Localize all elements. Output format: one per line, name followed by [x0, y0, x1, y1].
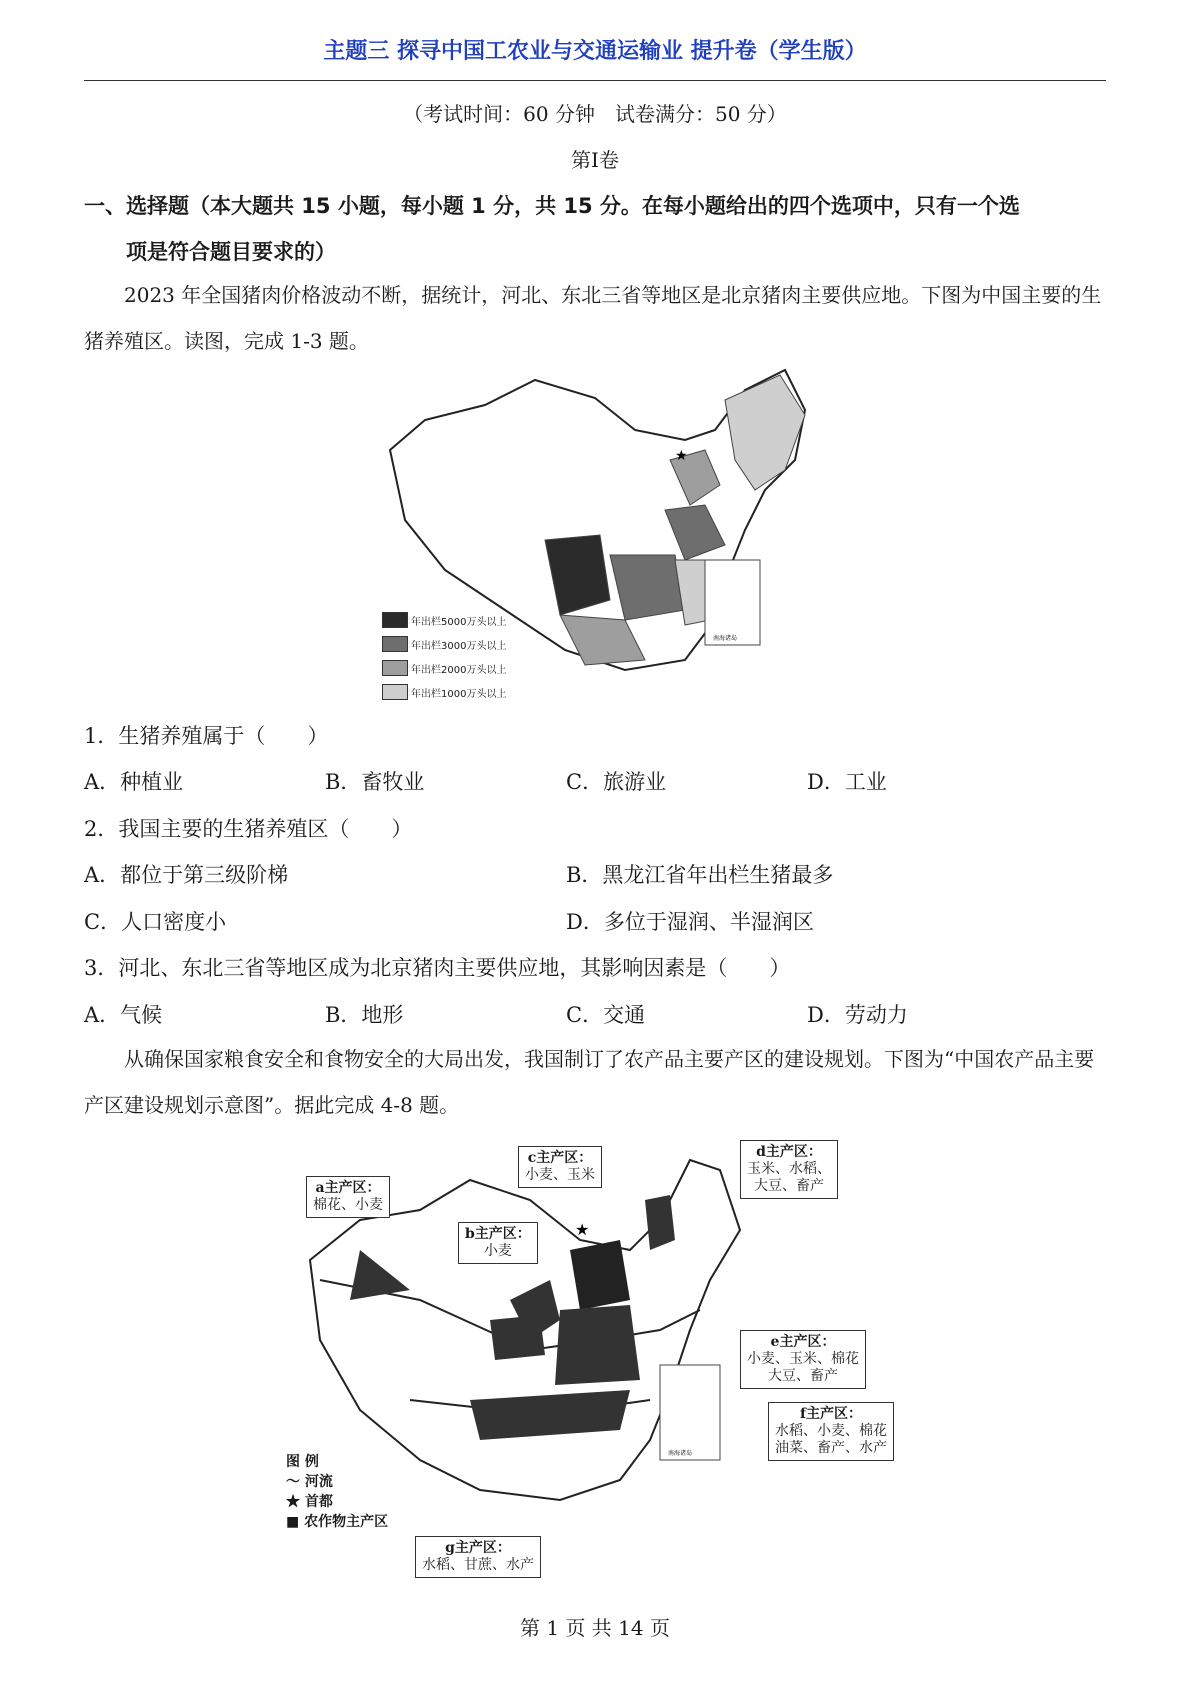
south-china-sea-inset-2 — [660, 1365, 720, 1460]
inset-label-2: 南海诸岛 — [668, 1450, 693, 1457]
q1-option-d[interactable]: D．工业 — [807, 770, 887, 794]
label-area-a — [306, 1176, 390, 1218]
area-f-crops-line1: 水稻、小麦、棉花 — [775, 1423, 887, 1439]
legend-label-3000: 年出栏3000万头以上 — [411, 640, 507, 652]
intro-paragraph-1: 2023 年全国猪肉价格波动不断，据统计，河北、东北三省等地区是北京猪肉主要供应地。下图为中国主要的生猪养殖区。读图，完成 1-3 题。 — [84, 283, 1102, 353]
section-heading-line1: 一、选择题（本大题共 15 小题，每小题 1 分，共 15 分。在每小题给出的四个选项中，只有一个选 — [84, 194, 1020, 218]
q3-option-c[interactable]: C．交通 — [566, 1003, 646, 1027]
area-f-title: f主产区： — [799, 1406, 863, 1422]
question-1-stem: 1．生猪养殖属于（ ） — [84, 724, 329, 748]
legend-capital-label: 首都 — [304, 1494, 333, 1510]
label-area-d — [740, 1140, 838, 1199]
area-b-crops: 小麦 — [483, 1243, 512, 1259]
south-china-sea-inset — [705, 560, 760, 645]
q2-option-c[interactable]: C．人口密度小 — [84, 910, 227, 934]
legend-swatch-5000 — [382, 612, 408, 628]
q3-option-a[interactable]: A．气候 — [84, 1003, 163, 1027]
area-f-shape — [555, 1305, 640, 1385]
area-e-crops-line1: 小麦、玉米、棉花 — [747, 1351, 859, 1367]
area-b-title: b主产区： — [465, 1226, 531, 1242]
area-d-title: d主产区： — [756, 1144, 822, 1160]
question-3-stem: 3．河北、东北三省等地区成为北京猪肉主要供应地，其影响因素是（ ） — [84, 956, 791, 980]
area-sichuan-shape — [490, 1315, 545, 1360]
question-2-stem: 2．我国主要的生猪养殖区（ ） — [84, 817, 413, 841]
legend-swatch-2000 — [382, 660, 408, 676]
q2-option-d[interactable]: D．多位于湿润、半湿润区 — [566, 910, 814, 934]
map2-legend — [286, 1452, 388, 1532]
area-g-title: g主产区： — [445, 1540, 511, 1556]
label-area-g — [415, 1536, 541, 1578]
header-divider — [84, 80, 1106, 81]
area-e-crops-line2: 大豆、畜产 — [768, 1368, 838, 1384]
legend-title: 图 例 — [286, 1454, 319, 1470]
q3-option-b[interactable]: B．地形 — [325, 1003, 404, 1027]
capital-star-icon: ★ — [675, 448, 688, 464]
legend-area-label: 农作物主产区 — [304, 1514, 389, 1530]
area-c-crops: 小麦、玉米 — [525, 1167, 595, 1183]
legend-swatch-1000 — [382, 684, 408, 700]
legend-river: 〜 河流 — [286, 1474, 333, 1490]
area-f-crops-line2: 油菜、畜产、水产 — [775, 1440, 887, 1456]
area-g-crops: 水稻、甘蔗、水产 — [422, 1557, 534, 1573]
document-title: 主题三 探寻中国工农业与交通运输业 提升卷（学生版） — [323, 39, 867, 64]
legend-river-label: 河流 — [304, 1474, 333, 1490]
q2-option-a[interactable]: A．都位于第三级阶梯 — [84, 863, 289, 887]
map1-legend — [382, 608, 506, 704]
area-e-shape — [570, 1240, 630, 1310]
q1-option-a[interactable]: A．种植业 — [84, 770, 184, 794]
page-footer: 第 1 页 共 14 页 — [520, 1616, 670, 1640]
legend-area: ■ 农作物主产区 — [286, 1514, 389, 1530]
area-a-crops: 棉花、小麦 — [313, 1197, 383, 1213]
area-d-shape — [645, 1195, 675, 1250]
q1-option-c[interactable]: C．旅游业 — [566, 770, 667, 794]
legend-capital: ★ 首都 — [286, 1494, 333, 1510]
legend-label-1000: 年出栏1000万头以上 — [411, 688, 507, 700]
q2-option-b[interactable]: B．黑龙江省年出栏生猪最多 — [566, 863, 834, 887]
q3-option-d[interactable]: D．劳动力 — [807, 1003, 908, 1027]
legend-label-2000: 年出栏2000万头以上 — [411, 664, 507, 676]
label-area-e — [740, 1330, 866, 1389]
label-area-c — [518, 1146, 602, 1188]
area-e-title: e主产区： — [770, 1334, 836, 1350]
area-c-title: c主产区： — [527, 1150, 593, 1166]
intro-paragraph-2: 从确保国家粮食安全和食物安全的大局出发，我国制订了农产品主要产区的建设规划。下图为“中国农产品主要产区建设规划示意图”。据此完成 4-8 题。 — [84, 1047, 1095, 1117]
capital-star-icon-2: ★ — [575, 1220, 590, 1239]
inset-label-1: 南海诸岛 — [713, 635, 738, 642]
area-d-crops-line2: 大豆、畜产 — [754, 1178, 824, 1194]
section-heading — [84, 183, 1109, 275]
legend-swatch-3000 — [382, 636, 408, 652]
q1-option-b[interactable]: B．畜牧业 — [325, 770, 425, 794]
label-area-b — [458, 1222, 538, 1264]
volume-label: 第Ⅰ卷 — [571, 148, 619, 172]
section-heading-line2: 项是符合题目要求的） — [126, 240, 336, 264]
label-area-f — [768, 1402, 894, 1461]
area-d-crops-line1: 玉米、水稻、 — [747, 1161, 831, 1177]
exam-info: （考试时间：60 分钟 试卷满分：50 分） — [403, 102, 787, 126]
legend-label-5000: 年出栏5000万头以上 — [411, 616, 507, 628]
area-a-title: a主产区： — [315, 1180, 381, 1196]
